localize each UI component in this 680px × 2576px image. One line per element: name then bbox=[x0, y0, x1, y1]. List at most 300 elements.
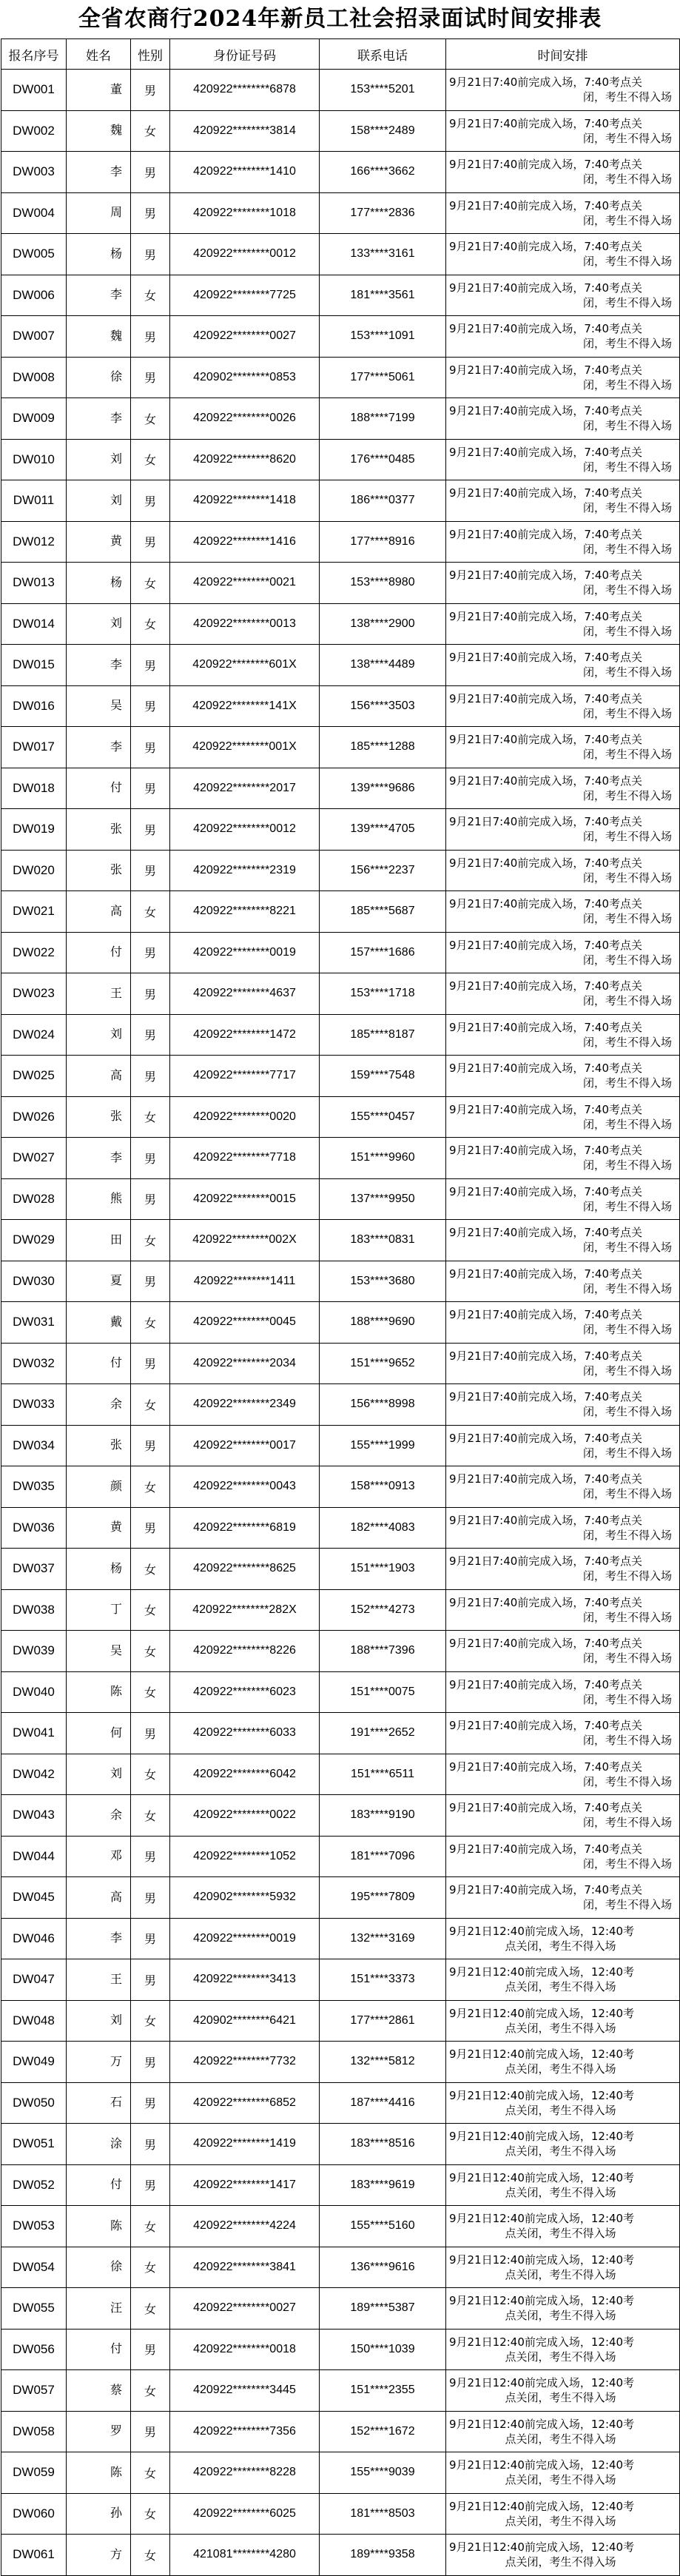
phone-cell: 152****4273 bbox=[320, 1589, 446, 1631]
schedule-cell bbox=[446, 275, 680, 316]
name-cell bbox=[67, 1425, 131, 1466]
reg-no-cell: DW035 bbox=[1, 1466, 67, 1508]
schedule-cell bbox=[446, 1795, 680, 1837]
phone-cell: 153****1718 bbox=[320, 973, 446, 1015]
schedule-cell bbox=[446, 2082, 680, 2124]
id-card-cell: 420922********3413 bbox=[170, 1959, 320, 2001]
id-card-cell: 420922********4637 bbox=[170, 973, 320, 1015]
phone-cell: 152****1672 bbox=[320, 2411, 446, 2452]
name-cell bbox=[67, 1384, 131, 1426]
name-cell bbox=[67, 1589, 131, 1631]
table-row bbox=[1, 1589, 680, 1631]
id-card-cell: 420902********0853 bbox=[170, 357, 320, 398]
name-cell bbox=[67, 2124, 131, 2165]
name-text: 李 bbox=[110, 657, 122, 671]
name-text: 张 bbox=[110, 1109, 122, 1124]
schedule-line-1: 9月21日12:40前完成入场，12:40考 bbox=[449, 2499, 635, 2513]
schedule-line-1: 9月21日7:40前完成入场，7:40考点关 bbox=[449, 1390, 642, 1404]
reg-no-cell: DW033 bbox=[1, 1384, 67, 1426]
reg-no-cell: DW013 bbox=[1, 563, 67, 604]
table-row bbox=[1, 1918, 680, 1959]
name-cell bbox=[67, 2000, 131, 2042]
phone-cell: 185****8187 bbox=[320, 1014, 446, 1056]
schedule-line-2: 点关闭，考生不得入场 bbox=[505, 2103, 616, 2117]
sex-cell: 男 bbox=[131, 685, 170, 727]
schedule-line-1: 9月21日7:40前完成入场，7:40考点关 bbox=[449, 774, 642, 788]
schedule-line-2: 闭，考生不得入场 bbox=[582, 172, 672, 187]
name-text: 刘 bbox=[110, 616, 122, 631]
name-cell bbox=[67, 1014, 131, 1056]
phone-cell: 188****7199 bbox=[320, 398, 446, 440]
schedule-line-2: 闭，考生不得入场 bbox=[582, 1816, 672, 1830]
name-cell bbox=[67, 1507, 131, 1549]
sex-cell: 女 bbox=[131, 603, 170, 645]
id-card-cell: 420922********601X bbox=[170, 645, 320, 686]
name-cell bbox=[67, 192, 131, 234]
id-card-cell: 420922********0015 bbox=[170, 1178, 320, 1220]
name-text: 黄 bbox=[110, 534, 122, 549]
name-text: 刘 bbox=[110, 1027, 122, 1042]
name-text: 黄 bbox=[110, 1520, 122, 1534]
schedule-line-1: 9月21日12:40前完成入场，12:40考 bbox=[449, 1924, 635, 1938]
schedule-line-1: 9月21日7:40前完成入场，7:40考点关 bbox=[449, 1801, 642, 1815]
schedule-line-2: 闭，考生不得入场 bbox=[582, 871, 672, 885]
phone-cell: 182****4083 bbox=[320, 1507, 446, 1549]
name-cell bbox=[67, 1178, 131, 1220]
table-row bbox=[1, 2411, 680, 2452]
phone-cell: 183****9190 bbox=[320, 1795, 446, 1837]
reg-no-cell: DW014 bbox=[1, 603, 67, 645]
schedule-line-1: 9月21日7:40前完成入场，7:40考点关 bbox=[449, 691, 642, 705]
id-card-cell: 420922********141X bbox=[170, 685, 320, 727]
name-cell bbox=[67, 727, 131, 768]
name-text: 吴 bbox=[110, 698, 122, 713]
table-row bbox=[1, 2329, 680, 2370]
name-cell bbox=[67, 932, 131, 973]
reg-no-cell: DW020 bbox=[1, 850, 67, 891]
reg-no-cell: DW055 bbox=[1, 2288, 67, 2330]
schedule-line-1: 9月21日7:40前完成入场，7:40考点关 bbox=[449, 938, 642, 952]
name-text: 陈 bbox=[110, 1684, 122, 1699]
reg-no-cell: DW038 bbox=[1, 1589, 67, 1631]
name-cell bbox=[67, 1302, 131, 1344]
schedule-line-1: 9月21日7:40前完成入场，7:40考点关 bbox=[449, 979, 642, 993]
reg-no-cell: DW007 bbox=[1, 316, 67, 358]
sex-cell: 男 bbox=[131, 809, 170, 851]
id-card-cell: 420922********1411 bbox=[170, 1261, 320, 1302]
table-row bbox=[1, 1631, 680, 1672]
sex-cell: 男 bbox=[131, 234, 170, 275]
phone-cell: 186****0377 bbox=[320, 480, 446, 522]
phone-cell: 177****5061 bbox=[320, 357, 446, 398]
id-card-cell: 420922********0022 bbox=[170, 1795, 320, 1837]
schedule-line-1: 9月21日7:40前完成入场，7:40考点关 bbox=[449, 1513, 642, 1527]
table-row bbox=[1, 521, 680, 563]
schedule-line-2: 闭，考生不得入场 bbox=[582, 1035, 672, 1049]
name-text: 杨 bbox=[110, 1560, 122, 1575]
schedule-line-2: 闭，考生不得入场 bbox=[582, 1856, 672, 1871]
reg-no-cell: DW022 bbox=[1, 932, 67, 973]
sex-cell: 男 bbox=[131, 1343, 170, 1384]
table-row bbox=[1, 1384, 680, 1426]
reg-no-cell: DW012 bbox=[1, 521, 67, 563]
schedule-cell bbox=[446, 1631, 680, 1672]
phone-cell: 153****1091 bbox=[320, 316, 446, 358]
sex-cell: 男 bbox=[131, 357, 170, 398]
reg-no-cell: DW043 bbox=[1, 1795, 67, 1837]
id-card-cell: 420922********1416 bbox=[170, 521, 320, 563]
schedule-line-2: 闭，考生不得入场 bbox=[582, 1281, 672, 1295]
name-cell bbox=[67, 275, 131, 316]
schedule-cell bbox=[446, 2493, 680, 2535]
name-cell bbox=[67, 1795, 131, 1837]
id-card-cell: 420922********0013 bbox=[170, 603, 320, 645]
table-row bbox=[1, 1836, 680, 1877]
schedule-cell bbox=[446, 234, 680, 275]
name-cell bbox=[67, 685, 131, 727]
schedule-cell bbox=[446, 1220, 680, 1261]
schedule-cell bbox=[446, 1178, 680, 1220]
sex-cell: 女 bbox=[131, 2493, 170, 2535]
reg-no-cell: DW049 bbox=[1, 2042, 67, 2083]
id-card-cell: 420922********0012 bbox=[170, 809, 320, 851]
schedule-line-1: 9月21日7:40前完成入场，7:40考点关 bbox=[449, 363, 642, 377]
id-card-cell: 420922********0027 bbox=[170, 316, 320, 358]
reg-no-cell: DW047 bbox=[1, 1959, 67, 2001]
schedule-cell bbox=[446, 1056, 680, 1097]
table-row bbox=[1, 932, 680, 973]
schedule-line-2: 闭，考生不得入场 bbox=[582, 1158, 672, 1173]
sex-cell: 女 bbox=[131, 2535, 170, 2576]
name-text: 万 bbox=[110, 2053, 122, 2068]
phone-cell: 187****4416 bbox=[320, 2082, 446, 2124]
reg-no-cell: DW056 bbox=[1, 2329, 67, 2370]
id-card-cell: 420922********0026 bbox=[170, 398, 320, 440]
reg-no-cell: DW002 bbox=[1, 110, 67, 152]
schedule-line-2: 闭，考生不得入场 bbox=[582, 501, 672, 515]
schedule-cell bbox=[446, 2370, 680, 2412]
id-card-cell: 420922********3445 bbox=[170, 2370, 320, 2412]
header-schedule: 时间安排 bbox=[446, 39, 680, 70]
reg-no-cell: DW029 bbox=[1, 1220, 67, 1261]
id-card-cell: 420922********0018 bbox=[170, 2329, 320, 2370]
schedule-line-1: 9月21日7:40前完成入场，7:40考点关 bbox=[449, 404, 642, 418]
schedule-line-2: 点关闭，考生不得入场 bbox=[505, 2349, 616, 2364]
sex-cell: 男 bbox=[131, 1959, 170, 2001]
schedule-cell bbox=[446, 152, 680, 193]
sex-cell: 男 bbox=[131, 2164, 170, 2206]
sex-cell: 女 bbox=[131, 275, 170, 316]
schedule-line-2: 点关闭，考生不得入场 bbox=[505, 2555, 616, 2569]
name-text: 张 bbox=[110, 862, 122, 877]
sex-cell: 女 bbox=[131, 1671, 170, 1713]
name-cell bbox=[67, 2370, 131, 2412]
schedule-cell bbox=[446, 439, 680, 480]
reg-no-cell: DW034 bbox=[1, 1425, 67, 1466]
header-sex: 性别 bbox=[131, 39, 170, 70]
id-card-cell: 420922********3814 bbox=[170, 110, 320, 152]
table-row bbox=[1, 357, 680, 398]
phone-cell: 136****9616 bbox=[320, 2247, 446, 2288]
name-cell bbox=[67, 521, 131, 563]
phone-cell: 156****3503 bbox=[320, 685, 446, 727]
schedule-line-1: 9月21日7:40前完成入场，7:40考点关 bbox=[449, 1102, 642, 1116]
schedule-line-2: 闭，考生不得入场 bbox=[582, 1774, 672, 1788]
name-cell bbox=[67, 1713, 131, 1754]
schedule-line-1: 9月21日7:40前完成入场，7:40考点关 bbox=[449, 322, 642, 336]
schedule-line-1: 9月21日12:40前完成入场，12:40考 bbox=[449, 2376, 635, 2390]
header-reg-no: 报名序号 bbox=[1, 39, 67, 70]
schedule-line-2: 闭，考生不得入场 bbox=[582, 131, 672, 145]
phone-cell: 158****0913 bbox=[320, 1466, 446, 1508]
sex-cell: 女 bbox=[131, 1220, 170, 1261]
schedule-cell bbox=[446, 2206, 680, 2247]
phone-cell: 185****5687 bbox=[320, 891, 446, 933]
table-row bbox=[1, 1425, 680, 1466]
id-card-cell: 420922********6023 bbox=[170, 1671, 320, 1713]
table-row bbox=[1, 1549, 680, 1590]
name-text: 余 bbox=[110, 1396, 122, 1411]
phone-cell: 155****5160 bbox=[320, 2206, 446, 2247]
sex-cell: 女 bbox=[131, 1795, 170, 1837]
id-card-cell: 420902********5932 bbox=[170, 1877, 320, 1919]
phone-cell: 155****0457 bbox=[320, 1096, 446, 1138]
schedule-line-2: 闭，考生不得入场 bbox=[582, 255, 672, 269]
schedule-cell bbox=[446, 110, 680, 152]
name-cell bbox=[67, 809, 131, 851]
phone-cell: 156****8998 bbox=[320, 1384, 446, 1426]
sex-cell: 女 bbox=[131, 110, 170, 152]
sex-cell: 男 bbox=[131, 1261, 170, 1302]
schedule-cell bbox=[446, 932, 680, 973]
id-card-cell: 420922********0020 bbox=[170, 1096, 320, 1138]
name-text: 李 bbox=[110, 287, 122, 302]
reg-no-cell: DW026 bbox=[1, 1096, 67, 1138]
table-row bbox=[1, 2370, 680, 2412]
schedule-line-2: 闭，考生不得入场 bbox=[582, 830, 672, 844]
reg-no-cell: DW058 bbox=[1, 2411, 67, 2452]
schedule-cell bbox=[446, 2124, 680, 2165]
name-text: 刘 bbox=[110, 452, 122, 466]
schedule-line-1: 9月21日12:40前完成入场，12:40考 bbox=[449, 2130, 635, 2144]
schedule-line-2: 闭，考生不得入场 bbox=[582, 1241, 672, 1255]
name-text: 李 bbox=[110, 739, 122, 754]
name-cell bbox=[67, 1671, 131, 1713]
table-row bbox=[1, 439, 680, 480]
name-cell bbox=[67, 2082, 131, 2124]
schedule-cell bbox=[446, 1014, 680, 1056]
phone-cell: 151****1903 bbox=[320, 1549, 446, 1590]
name-cell bbox=[67, 1754, 131, 1795]
phone-cell: 185****1288 bbox=[320, 727, 446, 768]
id-card-cell: 420922********001X bbox=[170, 727, 320, 768]
reg-no-cell: DW032 bbox=[1, 1343, 67, 1384]
name-cell bbox=[67, 2452, 131, 2494]
name-cell bbox=[67, 480, 131, 522]
schedule-line-2: 点关闭，考生不得入场 bbox=[505, 2185, 616, 2199]
reg-no-cell: DW017 bbox=[1, 727, 67, 768]
name-text: 李 bbox=[110, 1931, 122, 1945]
schedule-line-1: 9月21日12:40前完成入场，12:40考 bbox=[449, 2253, 635, 2267]
table-row bbox=[1, 2206, 680, 2247]
name-text: 魏 bbox=[110, 328, 122, 343]
sex-cell: 女 bbox=[131, 1589, 170, 1631]
sex-cell: 女 bbox=[131, 2370, 170, 2412]
sex-cell: 男 bbox=[131, 2329, 170, 2370]
schedule-cell bbox=[446, 1384, 680, 1426]
name-cell bbox=[67, 1138, 131, 1179]
reg-no-cell: DW023 bbox=[1, 973, 67, 1015]
schedule-cell bbox=[446, 685, 680, 727]
phone-cell: 151****0075 bbox=[320, 1671, 446, 1713]
schedule-line-1: 9月21日7:40前完成入场，7:40考点关 bbox=[449, 281, 642, 295]
table-row bbox=[1, 2452, 680, 2494]
reg-no-cell: DW004 bbox=[1, 192, 67, 234]
name-text: 陈 bbox=[110, 2218, 122, 2233]
phone-cell: 155****9039 bbox=[320, 2452, 446, 2494]
phone-cell: 151****9960 bbox=[320, 1138, 446, 1179]
table-header-row bbox=[1, 39, 680, 70]
name-cell bbox=[67, 2535, 131, 2576]
table-row bbox=[1, 152, 680, 193]
phone-cell: 153****8980 bbox=[320, 563, 446, 604]
id-card-cell: 420922********7732 bbox=[170, 2042, 320, 2083]
name-cell bbox=[67, 1096, 131, 1138]
name-text: 付 bbox=[110, 2341, 122, 2356]
sex-cell: 女 bbox=[131, 563, 170, 604]
name-text: 董 bbox=[110, 81, 122, 96]
header-name: 姓名 bbox=[67, 39, 131, 70]
phone-cell: 138****2900 bbox=[320, 603, 446, 645]
name-text: 汪 bbox=[110, 2300, 122, 2315]
id-card-cell: 420922********0021 bbox=[170, 563, 320, 604]
schedule-line-2: 点关闭，考生不得入场 bbox=[505, 2227, 616, 2241]
table-row bbox=[1, 727, 680, 768]
phone-cell: 177****2836 bbox=[320, 192, 446, 234]
sex-cell: 男 bbox=[131, 2411, 170, 2452]
schedule-line-1: 9月21日7:40前完成入场，7:40考点关 bbox=[449, 815, 642, 829]
reg-no-cell: DW048 bbox=[1, 2000, 67, 2042]
phone-cell: 139****4705 bbox=[320, 809, 446, 851]
sex-cell: 男 bbox=[131, 973, 170, 1015]
id-card-cell: 420922********1418 bbox=[170, 480, 320, 522]
id-card-cell: 420922********6852 bbox=[170, 2082, 320, 2124]
header-phone: 联系电话 bbox=[320, 39, 446, 70]
schedule-line-2: 闭，考生不得入场 bbox=[582, 1323, 672, 1337]
schedule-line-1: 9月21日7:40前完成入场，7:40考点关 bbox=[449, 1308, 642, 1322]
schedule-line-2: 闭，考生不得入场 bbox=[582, 378, 672, 392]
phone-cell: 151****2355 bbox=[320, 2370, 446, 2412]
schedule-line-1: 9月21日12:40前完成入场，12:40考 bbox=[449, 2212, 635, 2226]
schedule-line-1: 9月21日12:40前完成入场，12:40考 bbox=[449, 2088, 635, 2102]
name-text: 张 bbox=[110, 821, 122, 836]
reg-no-cell: DW001 bbox=[1, 70, 67, 111]
schedule-line-1: 9月21日7:40前完成入场，7:40考点关 bbox=[449, 1760, 642, 1774]
schedule-line-2: 闭，考生不得入场 bbox=[582, 788, 672, 802]
name-text: 王 bbox=[110, 985, 122, 1000]
name-text: 王 bbox=[110, 1971, 122, 1986]
schedule-cell bbox=[446, 2042, 680, 2083]
reg-no-cell: DW006 bbox=[1, 275, 67, 316]
table-row bbox=[1, 603, 680, 645]
name-cell bbox=[67, 439, 131, 480]
sex-cell: 男 bbox=[131, 1178, 170, 1220]
name-cell bbox=[67, 1343, 131, 1384]
schedule-cell bbox=[446, 1425, 680, 1466]
reg-no-cell: DW019 bbox=[1, 809, 67, 851]
sex-cell: 男 bbox=[131, 1836, 170, 1877]
name-text: 邓 bbox=[110, 1848, 122, 1863]
table-row bbox=[1, 850, 680, 891]
schedule-line-1: 9月21日7:40前完成入场，7:40考点关 bbox=[449, 240, 642, 254]
reg-no-cell: DW016 bbox=[1, 685, 67, 727]
table-row bbox=[1, 809, 680, 851]
schedule-cell bbox=[446, 2329, 680, 2370]
name-cell bbox=[67, 1959, 131, 2001]
sex-cell: 男 bbox=[131, 1507, 170, 1549]
name-cell bbox=[67, 2288, 131, 2330]
sex-cell: 女 bbox=[131, 398, 170, 440]
schedule-line-2: 闭，考生不得入场 bbox=[582, 583, 672, 597]
table-row bbox=[1, 1671, 680, 1713]
reg-no-cell: DW042 bbox=[1, 1754, 67, 1795]
schedule-line-2: 点关闭，考生不得入场 bbox=[505, 2391, 616, 2405]
name-cell bbox=[67, 1056, 131, 1097]
name-cell bbox=[67, 1261, 131, 1302]
schedule-line-2: 点关闭，考生不得入场 bbox=[505, 2473, 616, 2487]
schedule-line-1: 9月21日7:40前完成入场，7:40考点关 bbox=[449, 1349, 642, 1363]
table-row bbox=[1, 110, 680, 152]
name-cell bbox=[67, 1631, 131, 1672]
schedule-line-1: 9月21日7:40前完成入场，7:40考点关 bbox=[449, 1637, 642, 1651]
reg-no-cell: DW027 bbox=[1, 1138, 67, 1179]
id-card-cell: 420922********6042 bbox=[170, 1754, 320, 1795]
schedule-cell bbox=[446, 2288, 680, 2330]
table-row bbox=[1, 316, 680, 358]
name-cell bbox=[67, 563, 131, 604]
sex-cell: 女 bbox=[131, 2288, 170, 2330]
sex-cell: 女 bbox=[131, 439, 170, 480]
name-cell bbox=[67, 1877, 131, 1919]
table-body bbox=[1, 70, 680, 2576]
schedule-line-2: 闭，考生不得入场 bbox=[582, 337, 672, 351]
sex-cell: 男 bbox=[131, 192, 170, 234]
name-text: 高 bbox=[110, 1067, 122, 1082]
reg-no-cell: DW050 bbox=[1, 2082, 67, 2124]
name-text: 丁 bbox=[110, 1602, 122, 1617]
phone-cell: 153****3680 bbox=[320, 1261, 446, 1302]
id-card-cell: 420922********3841 bbox=[170, 2247, 320, 2288]
phone-cell: 153****5201 bbox=[320, 70, 446, 111]
schedule-line-1: 9月21日12:40前完成入场，12:40考 bbox=[449, 2458, 635, 2472]
reg-no-cell: DW045 bbox=[1, 1877, 67, 1919]
table-row bbox=[1, 1220, 680, 1261]
schedule-line-2: 点关闭，考生不得入场 bbox=[505, 2267, 616, 2281]
schedule-cell bbox=[446, 1877, 680, 1919]
schedule-line-2: 闭，考生不得入场 bbox=[582, 994, 672, 1008]
schedule-line-1: 9月21日7:40前完成入场，7:40考点关 bbox=[449, 1144, 642, 1158]
id-card-cell: 420922********8228 bbox=[170, 2452, 320, 2494]
table-row bbox=[1, 275, 680, 316]
table-row bbox=[1, 2493, 680, 2535]
table-row bbox=[1, 1261, 680, 1302]
schedule-cell bbox=[446, 563, 680, 604]
schedule-line-1: 9月21日12:40前完成入场，12:40考 bbox=[449, 2540, 635, 2555]
name-cell bbox=[67, 316, 131, 358]
header-id-card: 身份证号码 bbox=[170, 39, 320, 70]
sex-cell: 男 bbox=[131, 521, 170, 563]
schedule-cell bbox=[446, 1138, 680, 1179]
